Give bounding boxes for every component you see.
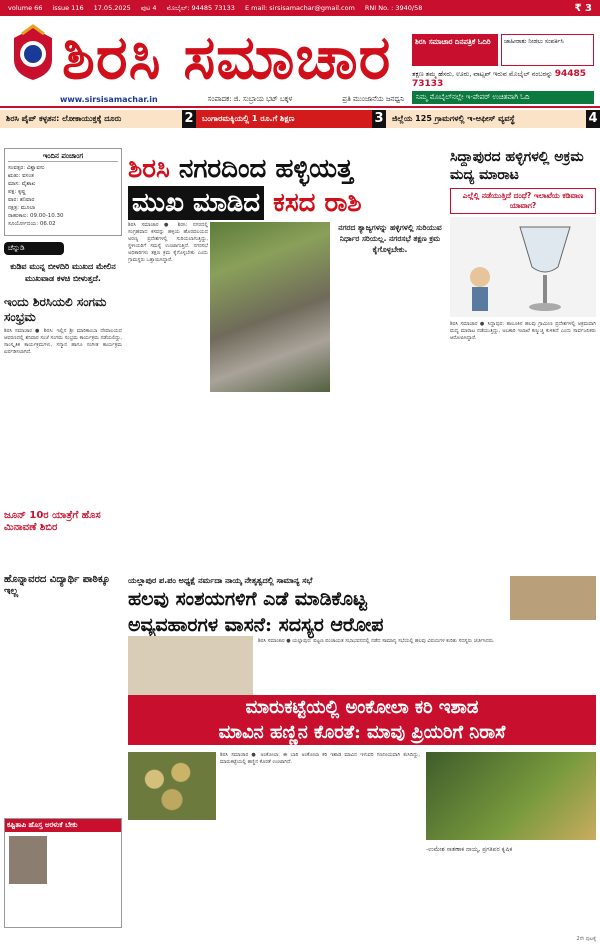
- panchanga-heading: ಇಂದಿನ ಪಂಚಾಂಗ: [8, 152, 118, 162]
- left-story2-headline[interactable]: ಜೂನ್ 10ರ ಯಾತ್ರೆಗೆ ಹೊಸ ಮಿನಾವಣೆ ಶಿಬಿರ: [4, 510, 101, 533]
- volume-label: volume 66: [8, 4, 43, 12]
- ticker-page-number: 3: [372, 110, 386, 128]
- masthead-ad: [412, 34, 594, 104]
- panchanga-row: ಮಾಸ: ವೈಶಾಖ: [8, 181, 36, 187]
- panchanga-row: ಪಕ್ಷ: ಕೃಷ್ಣ: [8, 189, 26, 195]
- mango-quote: -ಉಮೇಶ ಸಾತಣಾಕ ನಾಯ್ಕ, ಪ್ರಗತಿಪರ ಕೃಷಿಕ: [426, 846, 513, 853]
- ad-text: [412, 69, 594, 89]
- ad-red-box: ಶಿರಸಿ ಸಮಾಚಾರ ದಿನಪತ್ರಿಕೆ ಓದಿರಿ: [412, 34, 498, 66]
- panchanga-rows: [8, 164, 118, 228]
- obituary-box: [4, 818, 122, 928]
- left-column: [4, 148, 122, 598]
- mango-headline[interactable]: [128, 695, 596, 745]
- second-story-headline2: ಅವ್ಯವಹಾರಗಳ ವಾಸನೆ: ಸದಸ್ಯರ ಆರೋಪ: [128, 614, 384, 636]
- mango-headline-line2: ಮಾವಿನ ಹಣ್ಣಿನ ಕೊರತೆ: ಮಾವು ಪ್ರಿಯರಿಗೆ ನಿರಾಸೆ: [218, 722, 506, 743]
- right-story-headline[interactable]: ಸಿದ್ದಾಪುರದ ಹಳ್ಳಿಗಳಲ್ಲಿ ಅಕ್ರಮ ಮದ್ಯ ಮಾರಾಟ: [450, 149, 584, 183]
- left-story-body: ಶಿರಸಿ ಸಮಾಚಾರ ● ಶಿರಸಿ: ಇಲ್ಲಿನ ಶ್ರೀ ಮಾರಿಕಾಂಬಾ ದೇವಾಲಯದ ಆವರಣದಲ್ಲಿ ಶನಿವಾರ ಸಂಜೆ ಸಂಗಮ ಸಂಭ್ರಮ ಕಾರ್ಯಕ್ರಮ ನಡೆಯಲಿದ್ದು, ಸಾಂಸ್ಕೃತಿಕ ಕಾರ್ಯಕ್ರಮಗಳು, ಸನ್ಮಾನ ಹಾಗೂ ಸಂಗೀತ ಕಾರ್ಯಕ್ರಮ ಏರ್ಪಡಿಸಲಾಗಿದೆ.: [4, 328, 122, 355]
- lead-headline-boxed: ಮುಖ ಮಾಡಿದ: [128, 186, 264, 220]
- masthead-footer: [60, 95, 410, 104]
- panchanga-row: ಸೂರ್ಯೋದಯ: 06.02: [8, 221, 56, 227]
- newspaper-emblem-icon: [8, 24, 58, 84]
- pages-label: ಪುಟ 4: [140, 3, 157, 12]
- mango-photo: [128, 752, 216, 820]
- ad-white-box: ಜಾಹೀರಾತು ನೀಡಲು ಸಂಪರ್ಕಿಸಿ: [501, 34, 594, 66]
- meeting-photo-2: [510, 576, 596, 620]
- issue-label: issue 116: [52, 4, 84, 12]
- panchanga-row: ಋತು: ವಸಂತ: [8, 173, 34, 179]
- lead-pullquote: ನಗರದ ತ್ಯಾಜ್ಯಗಳನ್ನು ಹಳ್ಳಿಗಳಲ್ಲಿ ಸುರಿಯುವ ನಿರ್ಧಾರ ಸರಿಯಲ್ಲ. ನಗರಸಭೆ ತಕ್ಷಣ ಕ್ರಮ ಕೈಗೊಳ್ಳಬೇಕು.: [338, 223, 442, 254]
- lead-headline-rest: ನಗರದಿಂದ ಹಳ್ಳಿಯತ್ತ: [178, 154, 353, 184]
- chennudi-quote: ಕುಡಿವ ಮುನ್ನ ಬೀಳದಿರಿ ಮುಖದ ಮೇಲಿನ ಮುಖವಾಡ ಕಳಚಿ ಬೀಳುತ್ತದೆ.: [10, 262, 116, 283]
- date-label: 17.05.2025: [93, 4, 131, 12]
- ticker-text: ಜಿಲ್ಲೆಯ 125 ಗ್ರಾಮಗಳಲ್ಲಿ ಇ-ಆಫೀಸ್ ವ್ಯವಸ್ಥೆ: [392, 114, 515, 123]
- panchanga-row: ವಾರ: ಶನಿವಾರ: [8, 197, 35, 203]
- ad-instructions: ತಕ್ಷಣ ತಮ್ಮ ಹೆಸರು, ಊರು, ವಾಟ್ಸಪ್ ಇರುವ ಮೊಬೈಲ್ ನಂಬರನ್ನು: [412, 70, 553, 78]
- lead-headline-red: ಶಿರಸಿ: [128, 154, 170, 184]
- ticker-item[interactable]: [196, 110, 386, 128]
- masthead: [0, 16, 600, 108]
- ticker-item[interactable]: [386, 110, 600, 128]
- second-story-body: ಶಿರಸಿ ಸಮಾಚಾರ ● ಯಲ್ಲಾಪುರ: ಪಟ್ಟಣ ಪಂಚಾಯತ ಸಭಾಭವನದಲ್ಲಿ ನಡೆದ ಸಾಮಾನ್ಯ ಸಭೆಯಲ್ಲಿ ಹಲವು ವಿಷಯಗಳ ಕುರಿತು ಸದಸ್ಯರು ಚರ್ಚಿಸಿದರು.: [258, 638, 495, 644]
- liquor-cartoon: [450, 217, 596, 317]
- wine-glass-icon: [450, 217, 596, 317]
- left-story-headline[interactable]: ಇಂದು ಶಿರಸಿಯಲಿ ಸಂಗಮ ಸಂಭ್ರಮ: [4, 295, 107, 324]
- lead-headline-line2: [128, 186, 446, 220]
- second-story[interactable]: [128, 576, 596, 638]
- ticker-page-number: 4: [586, 110, 600, 128]
- epaper-bar: ನಿಮ್ಮ ಮೊಬೈಲ್‌ನಲ್ಲೇ ಇ-ಪೇಪರ್ ಉಚಿತವಾಗಿ ಓದಿ: [412, 91, 594, 104]
- lead-headline-line1: [128, 152, 446, 186]
- panchanga-row: ಸಂವತ್ಸರ: ವಿಶ್ವಾವಸು: [8, 165, 45, 171]
- panchanga-row: ರಾಹುಕಾಲ: 09.00-10.30: [8, 213, 64, 219]
- obituary-heading: ಕಷ್ಟಿತಾಪಿ ಹೊಸ್ತ ಅರಳುಕೆ ಬೇಕು: [5, 819, 121, 832]
- chennudi-tag: ಚೆನ್ನುಡಿ: [4, 242, 64, 255]
- second-story-kicker: ಯಲ್ಲಾಪುರ ಪ.ಪಂ ಅಧ್ಯಕ್ಷೆ ನರ್ಮದಾ ನಾಯ್ಕ ನೇತೃತ್ವದಲ್ಲಿ ಸಾಮಾನ್ಯ ಸಭೆ: [128, 576, 313, 585]
- panchanga-box: [4, 148, 122, 236]
- panchanga-row: ನಕ್ಷತ್ರ: ಮೂಲಾ: [8, 205, 36, 211]
- meeting-photo: [128, 636, 253, 696]
- left-story3-headline[interactable]: ಹೊನ್ನಾವರದ ವಿದ್ಯಾರ್ಥಿ ಪಾಠಿಕ್ಕೂ ಇಲ್ಲ: [4, 574, 110, 597]
- ticker-item[interactable]: [0, 110, 196, 128]
- editor-label: ಸಂಪಾದಕ: ಜಿ. ಸುಬ್ರಾಯ ಭಟ್ ಬಕ್ಕಳ: [207, 95, 293, 103]
- tagline-label: ಪ್ರತಿ ಮುಂಜಾನೆಯ ಜನಧ್ವನಿ: [342, 95, 405, 103]
- mango-story-body: ಶಿರಸಿ ಸಮಾಚಾರ ● ಅಂಕೋಲಾ: ಈ ಬಾರಿ ಅಂಕೋಲಾ ಕರಿ ಇಶಾಡ ಮಾವಿನ ಇಳುವರಿ ಗಣನೀಯವಾಗಿ ಕುಸಿದಿದ್ದು, ಮಾರುಕಟ್ಟೆಯಲ್ಲಿ ಹಣ್ಣಿನ ಕೊರತೆ ಉಂಟಾಗಿದೆ.: [220, 752, 420, 765]
- ticker-page-number: 2: [182, 110, 196, 128]
- obituary-photo: [9, 836, 47, 884]
- right-story-subhead: ಎಲ್ಲೆಲ್ಲಿ ನಡೆಯುತ್ತಿದೆ ದಂಧೆ? ಇಲಾಖೆಯ ಕಡಿವಾಣ ಯಾವಾಗ?: [450, 188, 596, 214]
- ad-number: 94485 73133: [412, 69, 587, 89]
- rni-label: RNI No. : 3940/58: [364, 4, 423, 12]
- newspaper-title: ಶಿರಸಿ ಸಮಾಚಾರ: [62, 23, 392, 93]
- ticker-text: ಶಿರಸಿ ಪೈಪ್ ಕಳ್ಳತನ: ಲೋಕಾಯುಕ್ತಕ್ಕೆ ದೂರು: [6, 114, 122, 123]
- mobile-label: ಮೊಬೈಲ್: 94485 73133: [166, 3, 235, 12]
- top-info-bar: [0, 0, 600, 16]
- ticker-text: ಬಂಗಾರಮಕ್ಕಿಯಲ್ಲಿ 1 ರೂ.ಗೆ ಶಿಕ್ಷಣ: [202, 114, 295, 123]
- email-label: E mail: sirsisamachar@gmail.com: [244, 4, 355, 12]
- lead-story-body: ಶಿರಸಿ ಸಮಾಚಾರ ● ಶಿರಸಿ: ನಗರದಲ್ಲಿ ಸಂಗ್ರಹವಾದ ಕಸವನ್ನು ಹಳ್ಳಿಯ ಹೊರವಲಯದ ಅರಣ್ಯ ಪ್ರದೇಶಗಳಲ್ಲಿ ಸುರಿಯಲಾಗುತ್ತಿದ್ದು, ಸ್ಥಳೀಯರಿಗೆ ಸಮಸ್ಯೆ ಉಂಟಾಗುತ್ತಿದೆ. ನಗರಸಭೆ ಅಧಿಕಾರಿಗಳು ತಕ್ಷಣ ಕ್ರಮ ಕೈಗೊಳ್ಳಬೇಕು ಎಂದು ಗ್ರಾಮಸ್ಥರು ಒತ್ತಾಯಿಸಿದ್ದಾರೆ.: [128, 222, 208, 263]
- price-label: ₹ 3: [574, 2, 592, 14]
- garbage-photo: [210, 222, 330, 392]
- mango-headline-line1: ಮಾರುಕಟ್ಟೆಯಲ್ಲಿ ಅಂಕೋಲಾ ಕರಿ ಇಶಾಡ: [245, 697, 479, 718]
- lead-headline-red2: ಕಸದ ರಾಶಿ: [273, 188, 362, 218]
- website-link[interactable]: www.sirsisamachar.in: [60, 95, 158, 104]
- mango-farmer-photo: [426, 752, 596, 840]
- headline-tickers: [0, 110, 600, 128]
- continued-note: 2ನೇ ಪುಟಕ್ಕೆ: [576, 936, 596, 942]
- right-column: [450, 148, 596, 559]
- second-story-headline1: ಹಲವು ಸಂಶಯಗಳಿಗೆ ಎಡೆ ಮಾಡಿಕೊಟ್ಟ: [128, 588, 367, 610]
- lead-headline[interactable]: [128, 152, 446, 220]
- right-story-body: ಶಿರಸಿ ಸಮಾಚಾರ ● ಸಿದ್ದಾಪುರ: ತಾಲೂಕಿನ ಹಲವು ಗ್ರಾಮೀಣ ಪ್ರದೇಶಗಳಲ್ಲಿ ಅಕ್ರಮವಾಗಿ ಮದ್ಯ ಮಾರಾಟ ನಡೆಯುತ್ತಿದ್ದು, ಅಬಕಾರಿ ಇಲಾಖೆ ಕಣ್ಮುಚ್ಚಿ ಕುಳಿತಿದೆ ಎಂದು ಸಾರ್ವಜನಿಕರು ಆರೋಪಿಸಿದ್ದಾರೆ.: [450, 321, 596, 341]
